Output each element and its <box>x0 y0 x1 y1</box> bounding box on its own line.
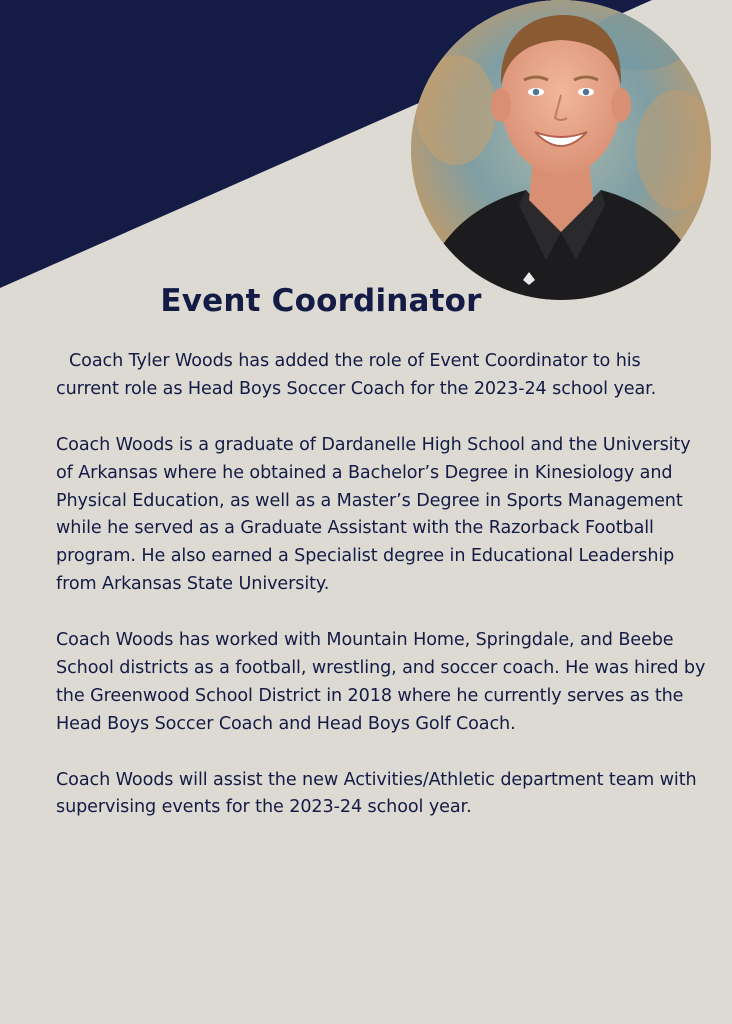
page-title: Event Coordinator <box>160 283 482 319</box>
bio-content <box>56 348 706 850</box>
bio-paragraph-2: Coach Woods is a graduate of Dardanelle High School and the University of Arkansas where he obtained a Bachelor’s Degree in Kinesiology and Physical Education, as well as a Master’s Degree in Sports Management while he served as a Graduate Assistant with the Razorback Football program. He also earned a Specialist degree in Educational Leadership from Arkansas State University. <box>56 434 691 595</box>
bio-paragraph-4: Coach Woods will assist the new Activities/Athletic department team with supervising events for the 2023-24 school year. <box>56 769 697 818</box>
bio-paragraph-1: Coach Tyler Woods has added the role of Event Coordinator to his current role as Head Boys Soccer Coach for the 2023-24 school year. <box>56 351 657 399</box>
portrait-photo <box>411 0 711 300</box>
bio-paragraph-3: Coach Woods has worked with Mountain Home, Springdale, and Beebe School districts as a football, wrestling, and soccer coach. He was hired by the Greenwood School District in 2018 where he currently serves as the Head Boys Soccer Coach and Head Boys Golf Coach. <box>56 630 706 734</box>
